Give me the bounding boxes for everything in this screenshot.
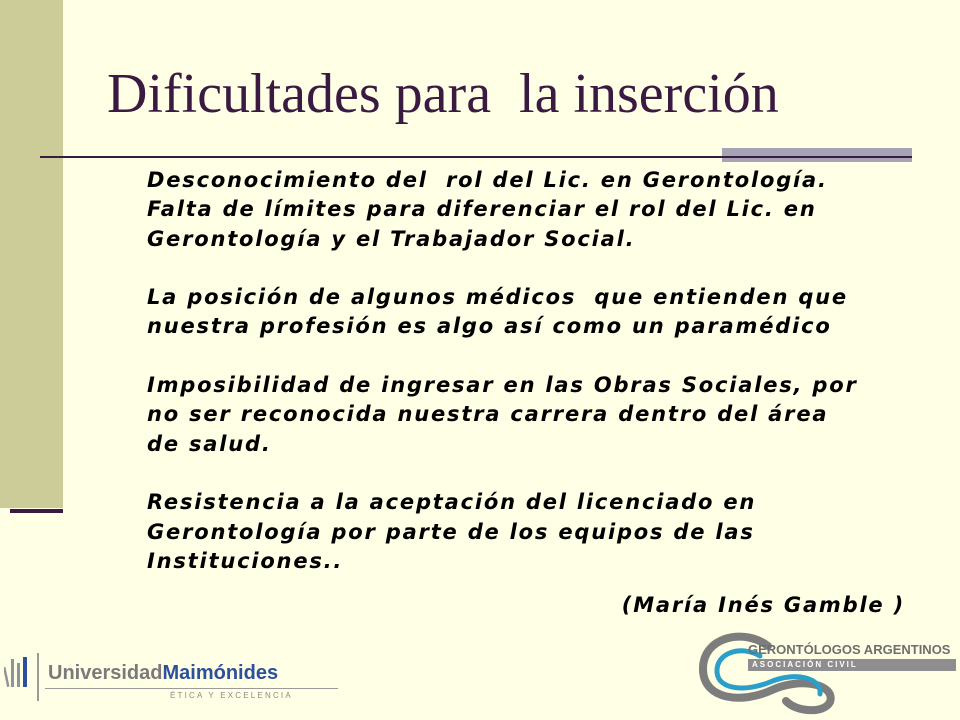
sidebar-accent-line: [10, 509, 63, 513]
text-line: nuestra profesión es algo así como un paramédico: [147, 314, 832, 339]
slide-body: [147, 166, 858, 576]
university-tagline: ÉTICA Y EXCELENCIA: [170, 691, 293, 700]
author-attribution: (María Inés Gamble ): [621, 593, 905, 617]
logo-separator: [37, 653, 39, 701]
bullet-paragraph: [147, 488, 858, 576]
text-line: Imposibilidad de ingresar en las Obras Sociales, por: [147, 373, 858, 398]
university-logo-rule: [45, 688, 338, 689]
text-line: no ser reconocida nuestra carrera dentro del área: [147, 402, 829, 427]
association-subtitle: ASOCIACIÓN CIVIL: [752, 660, 858, 669]
university-name-part1: Universidad: [48, 662, 163, 684]
bullet-paragraph: [147, 166, 858, 254]
university-name: [48, 661, 278, 685]
text-line: de salud.: [147, 431, 272, 456]
text-line: Desconocimiento del rol del Lic. en Gerontología.: [147, 168, 828, 192]
text-line: Instituciones..: [147, 548, 344, 573]
text-line: Gerontología por parte de los equipos de las: [147, 519, 755, 544]
infinity-swirl-icon: [690, 625, 840, 719]
text-line: La posición de algunos médicos que entienden que: [147, 285, 848, 310]
bullet-paragraph: [147, 371, 858, 459]
association-name: GERONTÓLOGOS ARGENTINOS: [748, 642, 951, 657]
text-line: Gerontología y el Trabajador Social.: [147, 226, 636, 251]
text-line: Resistencia a la aceptación del licenciado en: [147, 490, 757, 515]
university-name-part2: Maimónides: [162, 662, 279, 684]
slide-title: Dificultades para la inserción: [107, 63, 779, 125]
text-line: Falta de límites para diferenciar el rol del Lic. en: [147, 197, 817, 222]
title-divider-line: [40, 156, 912, 158]
sidebar-accent-bar: [0, 0, 63, 508]
bullet-paragraph: [147, 283, 858, 342]
title-divider-accent: [722, 148, 912, 162]
vertical-bars-emblem-icon: [4, 655, 32, 695]
